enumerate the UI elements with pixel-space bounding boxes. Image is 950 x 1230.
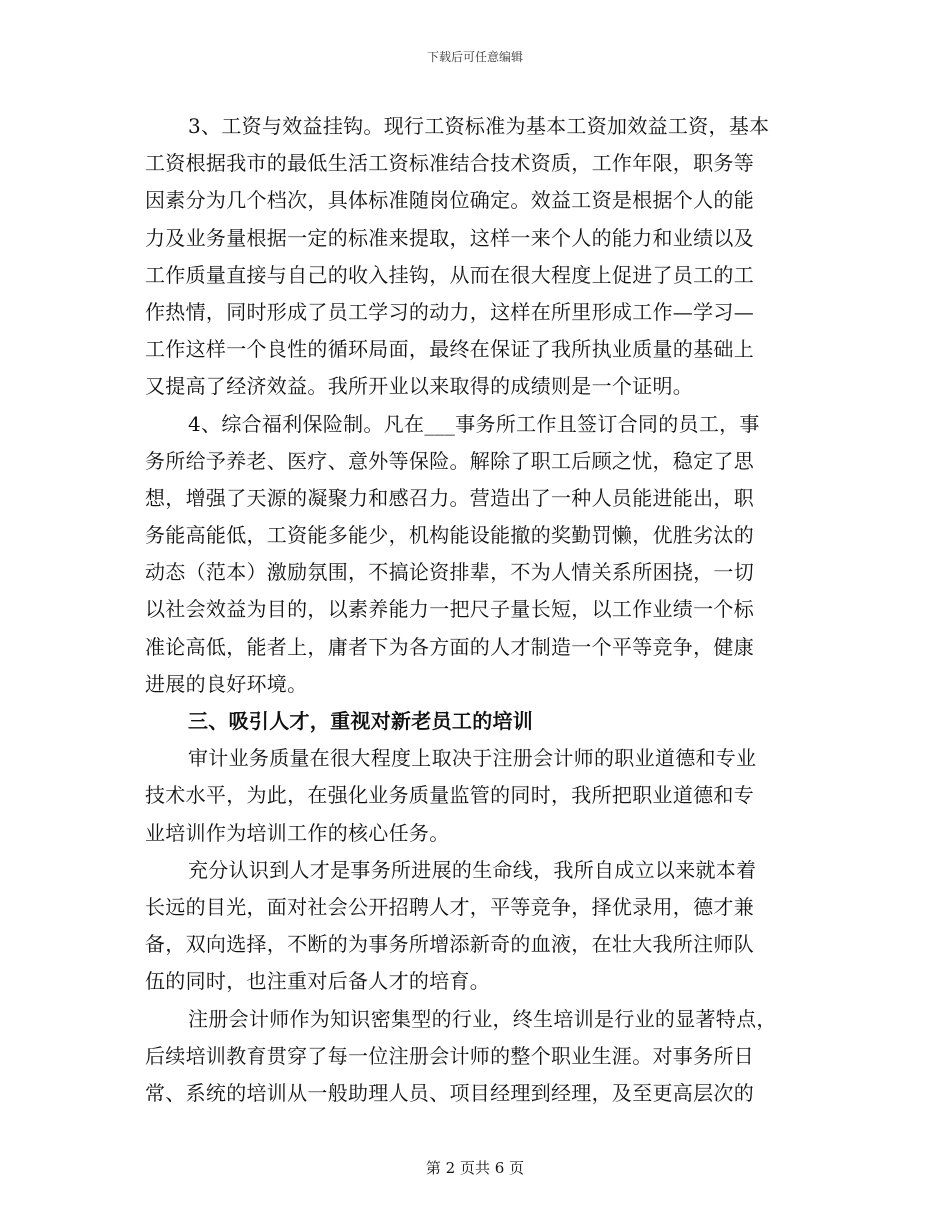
text-line: 后续培训教育贯穿了每一位注册会计师的整个职业生涯。对事务所日 (145, 1043, 754, 1068)
text-line: 工资根据我市的最低生活工资标准结合技术资质，工作年限，职务等 (145, 151, 754, 176)
text-line: 因素分为几个档次，具体标准随岗位确定。效益工资是根据个人的能 (145, 188, 754, 213)
text-line: 伍的同时，也注重对后备人才的培育。 (145, 969, 491, 994)
section-heading: 三、吸引人才，重视对新老员工的培训 (188, 709, 534, 733)
text-line: 注册会计师作为知识密集型的行业，终生培训是行业的显著特点， (188, 1006, 777, 1031)
text-line: 工作质量直接与自己的收入挂钩，从而在很大程度上促进了员工的工 (145, 262, 754, 287)
document-body (145, 108, 800, 1112)
text-line: 常、系统的培训从一般助理人员、项目经理到经理，及至更高层次的 (145, 1080, 754, 1105)
text-line: 又提高了经济效益。我所开业以来取得的成绩则是一个证明。 (145, 374, 694, 399)
text-line: 业培训作为培训工作的核心任务。 (145, 820, 450, 845)
text-line: 进展的良好环境。 (145, 671, 308, 696)
text-line: 务所给予养老、医疗、意外等保险。解除了职工后顾之忧，稳定了思 (145, 448, 754, 473)
text-line: 力及业务量根据一定的标准来提取，这样一来个人的能力和业绩以及 (145, 225, 754, 250)
text-line: 长远的目光，面对社会公开招聘人才，平等竞争，择优录用，德才兼 (145, 894, 754, 919)
text-line: 作热情，同时形成了员工学习的动力，这样在所里形成工作—学习— (145, 299, 754, 324)
text-line: 技术水平，为此，在强化业务质量监管的同时，我所把职业道德和专 (145, 783, 754, 808)
text-line: 3、工资与效益挂钩。现行工资标准为基本工资加效益工资，基本 (188, 114, 770, 138)
page-header: 下载后可任意编辑 (426, 50, 523, 64)
text-line: 准论高低，能者上，庸者下为各方面的人才制造一个平等竞争，健康 (145, 634, 754, 659)
text-line: 工作这样一个良性的循环局面，最终在保证了我所执业质量的基础上 (145, 337, 754, 362)
text-line: 审计业务质量在很大程度上取决于注册会计师的职业道德和专业 (188, 746, 757, 771)
text-line: 以社会效益为目的，以素养能力一把尺子量长短，以工作业绩一个标 (145, 597, 754, 622)
text-line: 务能高能低，工资能多能少，机构能设能撤的奖勤罚懒，优胜劣汰的 (145, 523, 754, 548)
text-line: 4、综合福利保险制。凡在___事务所工作且签订合同的员工，事 (188, 411, 760, 436)
text-line: 备，双向选择，不断的为事务所增添新奇的血液，在壮大我所注师队 (145, 932, 754, 957)
text-line: 动态（范本）激励氛围，不搞论资排辈，不为人情关系所困挠，一切 (145, 560, 754, 585)
page-footer: 第 2 页共 6 页 (425, 1159, 525, 1177)
text-line: 想，增强了天源的凝聚力和感召力。营造出了一种人员能进能出，职 (145, 485, 754, 510)
text-line: 充分认识到人才是事务所进展的生命线，我所自成立以来就本着 (188, 857, 757, 882)
